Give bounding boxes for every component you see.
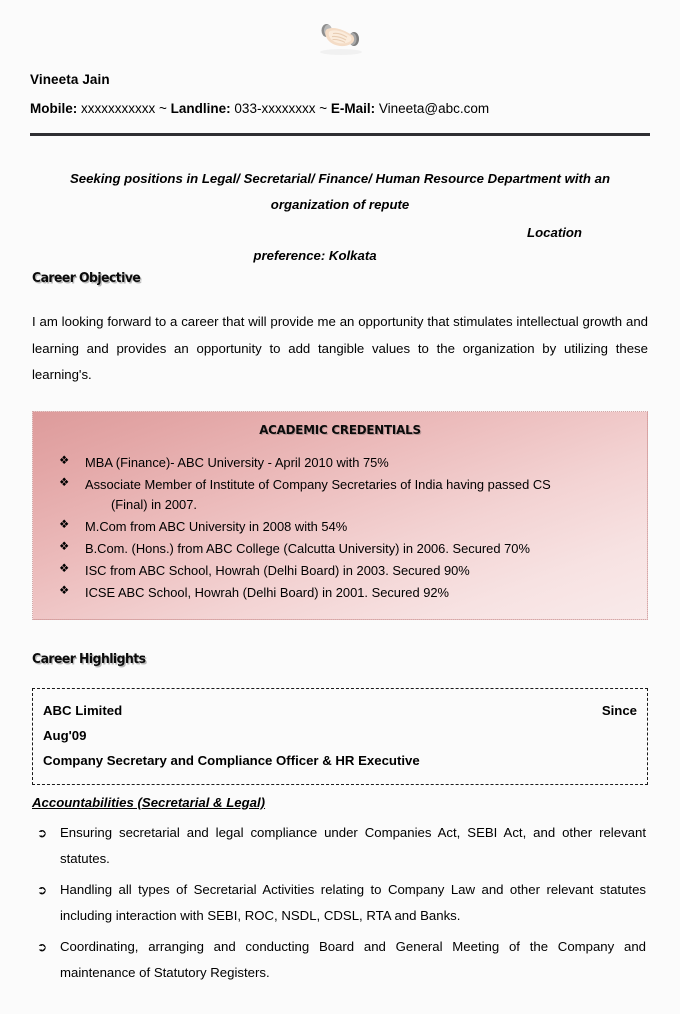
email-label: E-Mail: [330, 101, 376, 116]
list-item-text: Ensuring secretarial and legal compliance under Companies Act, SEBI Act, and other relevant statutes. [60, 824, 646, 867]
list-item-text: M.Com from ABC University in 2008 with 54% [85, 518, 348, 534]
contact-separator-1: ~ [155, 101, 171, 116]
diamond-bullet-icon: ❖ [59, 540, 70, 553]
landline-label: Landline: [170, 101, 231, 116]
diamond-bullet-icon: ❖ [59, 454, 70, 467]
academic-credentials-box [32, 411, 648, 620]
mobile-value: xxxxxxxxxxx [81, 101, 156, 116]
header-artwork [28, 0, 652, 62]
list-item-text: Handling all types of Secretarial Activities relating to Company Law and other relevant statutes including interaction with SEBI, ROC, NSDL, CDSL, RTA and Banks. [60, 881, 646, 924]
objective-statement-line-1: Seeking positions in Legal/ Secretarial/ Finance/ Human Resource Department with an [69, 171, 611, 186]
list-item [34, 934, 646, 987]
mobile-label: Mobile: [30, 101, 78, 116]
list-item [55, 475, 629, 515]
career-objective-heading-text: Career Objective [32, 270, 141, 287]
section-heading-career-objective [32, 269, 652, 287]
contact-separator-2: ~ [315, 101, 331, 116]
arrow-bullet-icon: ➲ [37, 825, 48, 840]
header-divider [30, 133, 650, 136]
arrow-bullet-icon: ➲ [37, 939, 48, 954]
list-item-text: MBA (Finance)- ABC University - April 2010 with 75% [85, 454, 389, 470]
list-item-text: Associate Member of Institute of Company Secretaries of India having passed CS [85, 476, 551, 492]
location-label: Location [527, 225, 582, 241]
list-item-continuation: (Final) in 2007. [111, 496, 197, 512]
list-item-text: ICSE ABC School, Howrah (Delhi Board) in 2001. Secured 92% [85, 584, 449, 600]
diamond-bullet-icon: ❖ [59, 518, 70, 531]
list-item [55, 561, 629, 581]
diamond-bullet-icon: ❖ [59, 476, 70, 489]
diamond-bullet-icon: ❖ [59, 584, 70, 597]
experience-since-label: Since [601, 702, 637, 718]
landline-value: 033-xxxxxxxx [234, 101, 316, 116]
email-value[interactable]: Vineeta@abc.com [378, 101, 490, 116]
accountabilities-list [28, 820, 652, 986]
diamond-bullet-icon: ❖ [59, 562, 70, 575]
experience-company-row [43, 698, 637, 723]
list-item [34, 820, 646, 873]
experience-since-date: Aug'09 [43, 727, 87, 743]
experience-designation: Company Secretary and Compliance Officer & HR Executive [43, 752, 420, 768]
location-preference: preference: Kolkata [253, 248, 377, 264]
list-item-text: Coordinating, arranging and conducting Board and General Meeting of the Company and maintenance of Statutory Registers. [60, 938, 646, 980]
academic-credentials-title: ACADEMIC CREDENTIALS [259, 421, 421, 437]
list-item [55, 583, 629, 603]
handshake-icon [311, 22, 369, 56]
contact-line [30, 101, 652, 116]
arrow-bullet-icon: ➲ [37, 882, 48, 897]
list-item [34, 877, 646, 930]
candidate-name: Vineeta Jain [30, 72, 110, 87]
objective-statement [58, 166, 622, 217]
list-item-text: B.Com. (Hons.) from ABC College (Calcutta University) in 2006. Secured 70% [85, 540, 530, 556]
experience-box [32, 688, 648, 785]
career-highlights-heading-text: Career Highlights [32, 650, 146, 667]
career-objective-body: I am looking forward to a career that will provide me an opportunity that stimulates intellectual growth and learning and provides an opportunity to add tangible values to the organization by utilizing these learning's. [32, 314, 648, 383]
list-item-text: ISC from ABC School, Howrah (Delhi Board) in 2003. Secured 90% [85, 562, 470, 578]
list-item [55, 539, 629, 559]
list-item [55, 517, 629, 537]
experience-company: ABC Limited [43, 702, 123, 718]
list-item [55, 453, 629, 473]
accountabilities-heading: Accountabilities (Secretarial & Legal) [32, 794, 266, 810]
section-heading-career-highlights [32, 650, 652, 668]
objective-statement-line-2: organization of repute [270, 196, 410, 212]
academic-credentials-list [33, 453, 647, 603]
